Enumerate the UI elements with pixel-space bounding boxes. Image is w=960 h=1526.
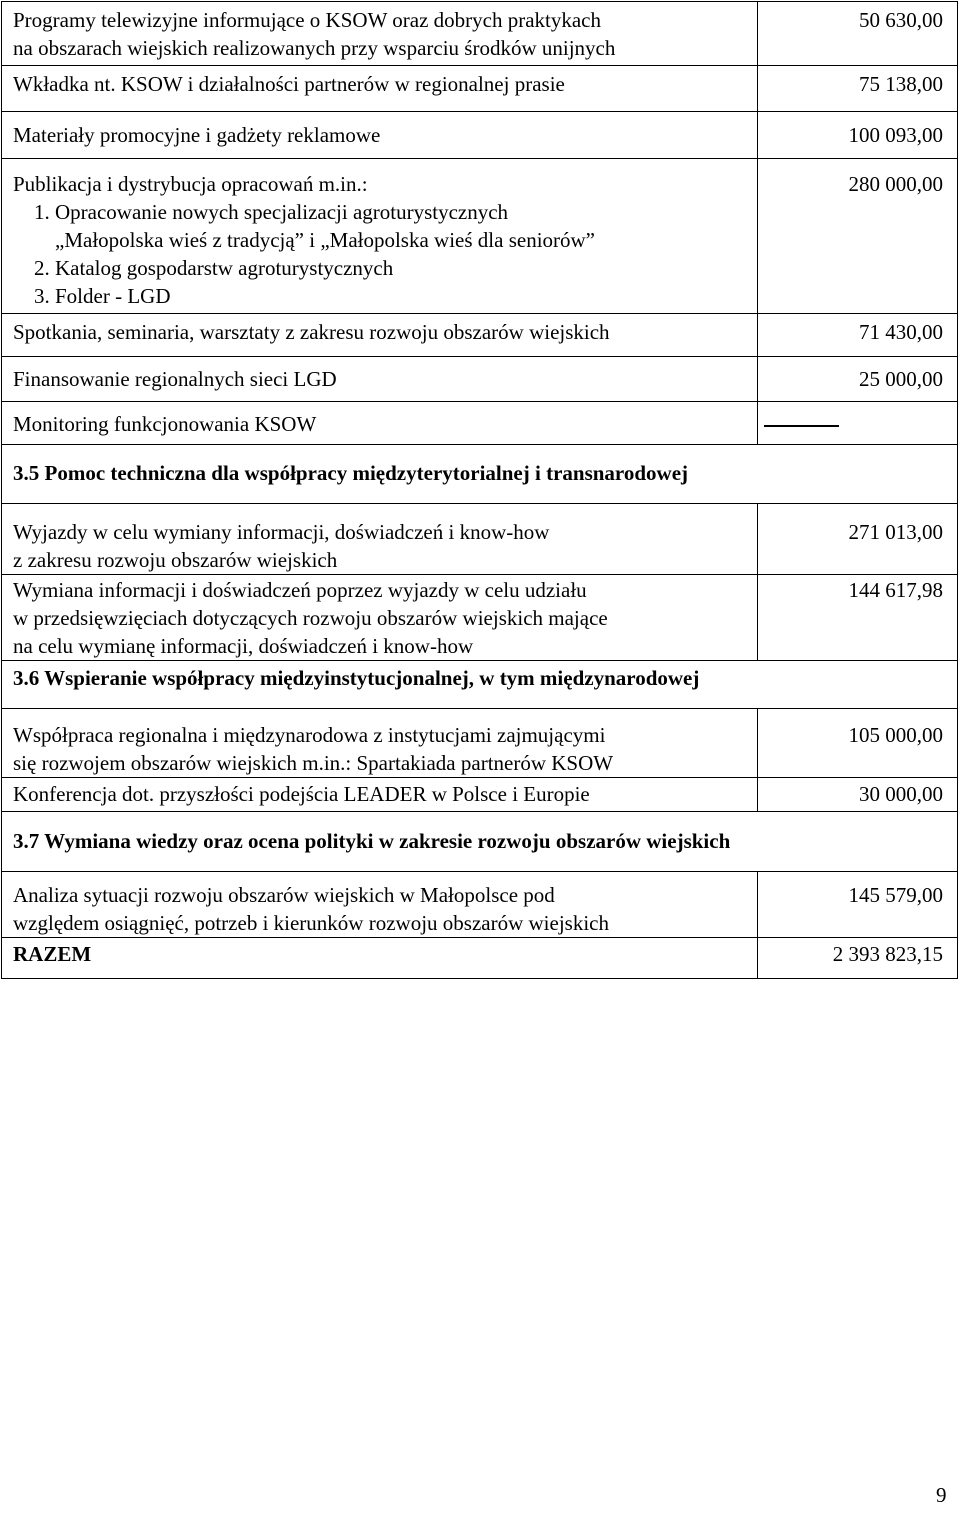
row-description — [2, 872, 758, 938]
description-line: Wymiana informacji i doświadczeń poprzez wyjazdy w celu udziału — [13, 578, 587, 602]
list-item: „Małopolska wieś z tradycją” i „Małopolska wieś dla seniorów” — [55, 228, 596, 252]
row-amount: 105 000,00 — [758, 709, 958, 778]
description-line: na celu wymianę informacji, doświadczeń i know-how — [13, 634, 474, 658]
description-line: Konferencja dot. przyszłości podejścia LEADER w Polsce i Europie — [13, 782, 590, 806]
table-row — [2, 504, 958, 575]
row-amount: 144 617,98 — [758, 575, 958, 661]
table-row — [2, 159, 958, 314]
description-line: Publikacja i dystrybucja opracowań m.in.: — [13, 172, 368, 196]
section-title: 3.5 Pomoc techniczna dla współpracy międzyterytorialnej i transnarodowej — [2, 445, 958, 504]
row-amount: 25 000,00 — [758, 357, 958, 402]
table-row — [2, 402, 958, 445]
row-amount: 75 138,00 — [758, 66, 958, 112]
description-line: się rozwojem obszarów wiejskich m.in.: Spartakiada partnerów KSOW — [13, 751, 614, 775]
page-number: 9 — [936, 1483, 947, 1507]
row-description — [2, 112, 758, 159]
row-description — [2, 314, 758, 357]
section-header-row — [2, 812, 958, 872]
list-item: 1. Opracowanie nowych specjalizacji agroturystycznych — [34, 200, 509, 224]
description-line: Programy telewizyjne informujące o KSOW oraz dobrych praktykach — [13, 8, 601, 32]
section-title: 3.6 Wspieranie współpracy międzyinstytucjonalnej, w tym międzynarodowej — [2, 661, 958, 709]
row-amount: 280 000,00 — [758, 159, 958, 314]
description-line: Monitoring funkcjonowania KSOW — [13, 412, 317, 436]
row-description — [2, 402, 758, 445]
total-amount: 2 393 823,15 — [758, 938, 958, 979]
total-row — [2, 938, 958, 979]
row-description — [2, 357, 758, 402]
description-line: Finansowanie regionalnych sieci LGD — [13, 367, 337, 391]
row-amount: 145 579,00 — [758, 872, 958, 938]
table-row — [2, 2, 958, 66]
description-line: Analiza sytuacji rozwoju obszarów wiejskich w Małopolsce pod — [13, 883, 555, 907]
row-description — [2, 504, 758, 575]
total-label: RAZEM — [2, 938, 758, 979]
description-line: Materiały promocyjne i gadżety reklamowe — [13, 123, 381, 147]
row-amount: 100 093,00 — [758, 112, 958, 159]
description-line: Spotkania, seminaria, warsztaty z zakresu rozwoju obszarów wiejskich — [13, 320, 610, 344]
description-line: na obszarach wiejskich realizowanych przy wsparciu środków unijnych — [13, 36, 616, 60]
row-amount: 50 630,00 — [758, 2, 958, 66]
description-line: Wyjazdy w celu wymiany informacji, doświadczeń i know-how — [13, 520, 550, 544]
table-row — [2, 357, 958, 402]
table-row — [2, 778, 958, 812]
row-description — [2, 159, 758, 314]
section-title: 3.7 Wymiana wiedzy oraz ocena polityki w zakresie rozwoju obszarów wiejskich — [2, 812, 958, 872]
row-amount: 30 000,00 — [758, 778, 958, 812]
list-item: 2. Katalog gospodarstw agroturystycznych — [34, 256, 394, 280]
table-row — [2, 66, 958, 112]
table-row — [2, 709, 958, 778]
row-amount: 71 430,00 — [758, 314, 958, 357]
list-item: 3. Folder - LGD — [34, 284, 171, 308]
description-line: Wkładka nt. KSOW i działalności partnerów w regionalnej prasie — [13, 72, 565, 96]
table-row — [2, 872, 958, 938]
description-line: z zakresu rozwoju obszarów wiejskich — [13, 548, 338, 572]
description-line: Współpraca regionalna i międzynarodowa z instytucjami zajmującymi — [13, 723, 606, 747]
row-description — [2, 66, 758, 112]
description-line: w przedsięwzięciach dotyczących rozwoju obszarów wiejskich mające — [13, 606, 608, 630]
dash-placeholder — [764, 425, 839, 427]
row-description — [2, 709, 758, 778]
row-amount-empty — [758, 402, 958, 445]
table-row — [2, 112, 958, 159]
table-row — [2, 575, 958, 661]
row-description — [2, 2, 758, 66]
section-header-row — [2, 661, 958, 709]
row-amount: 271 013,00 — [758, 504, 958, 575]
row-description — [2, 778, 758, 812]
description-line: względem osiągnięć, potrzeb i kierunków rozwoju obszarów wiejskich — [13, 911, 609, 935]
table-row — [2, 314, 958, 357]
row-description — [2, 575, 758, 661]
section-header-row — [2, 445, 958, 504]
budget-table — [1, 1, 958, 979]
